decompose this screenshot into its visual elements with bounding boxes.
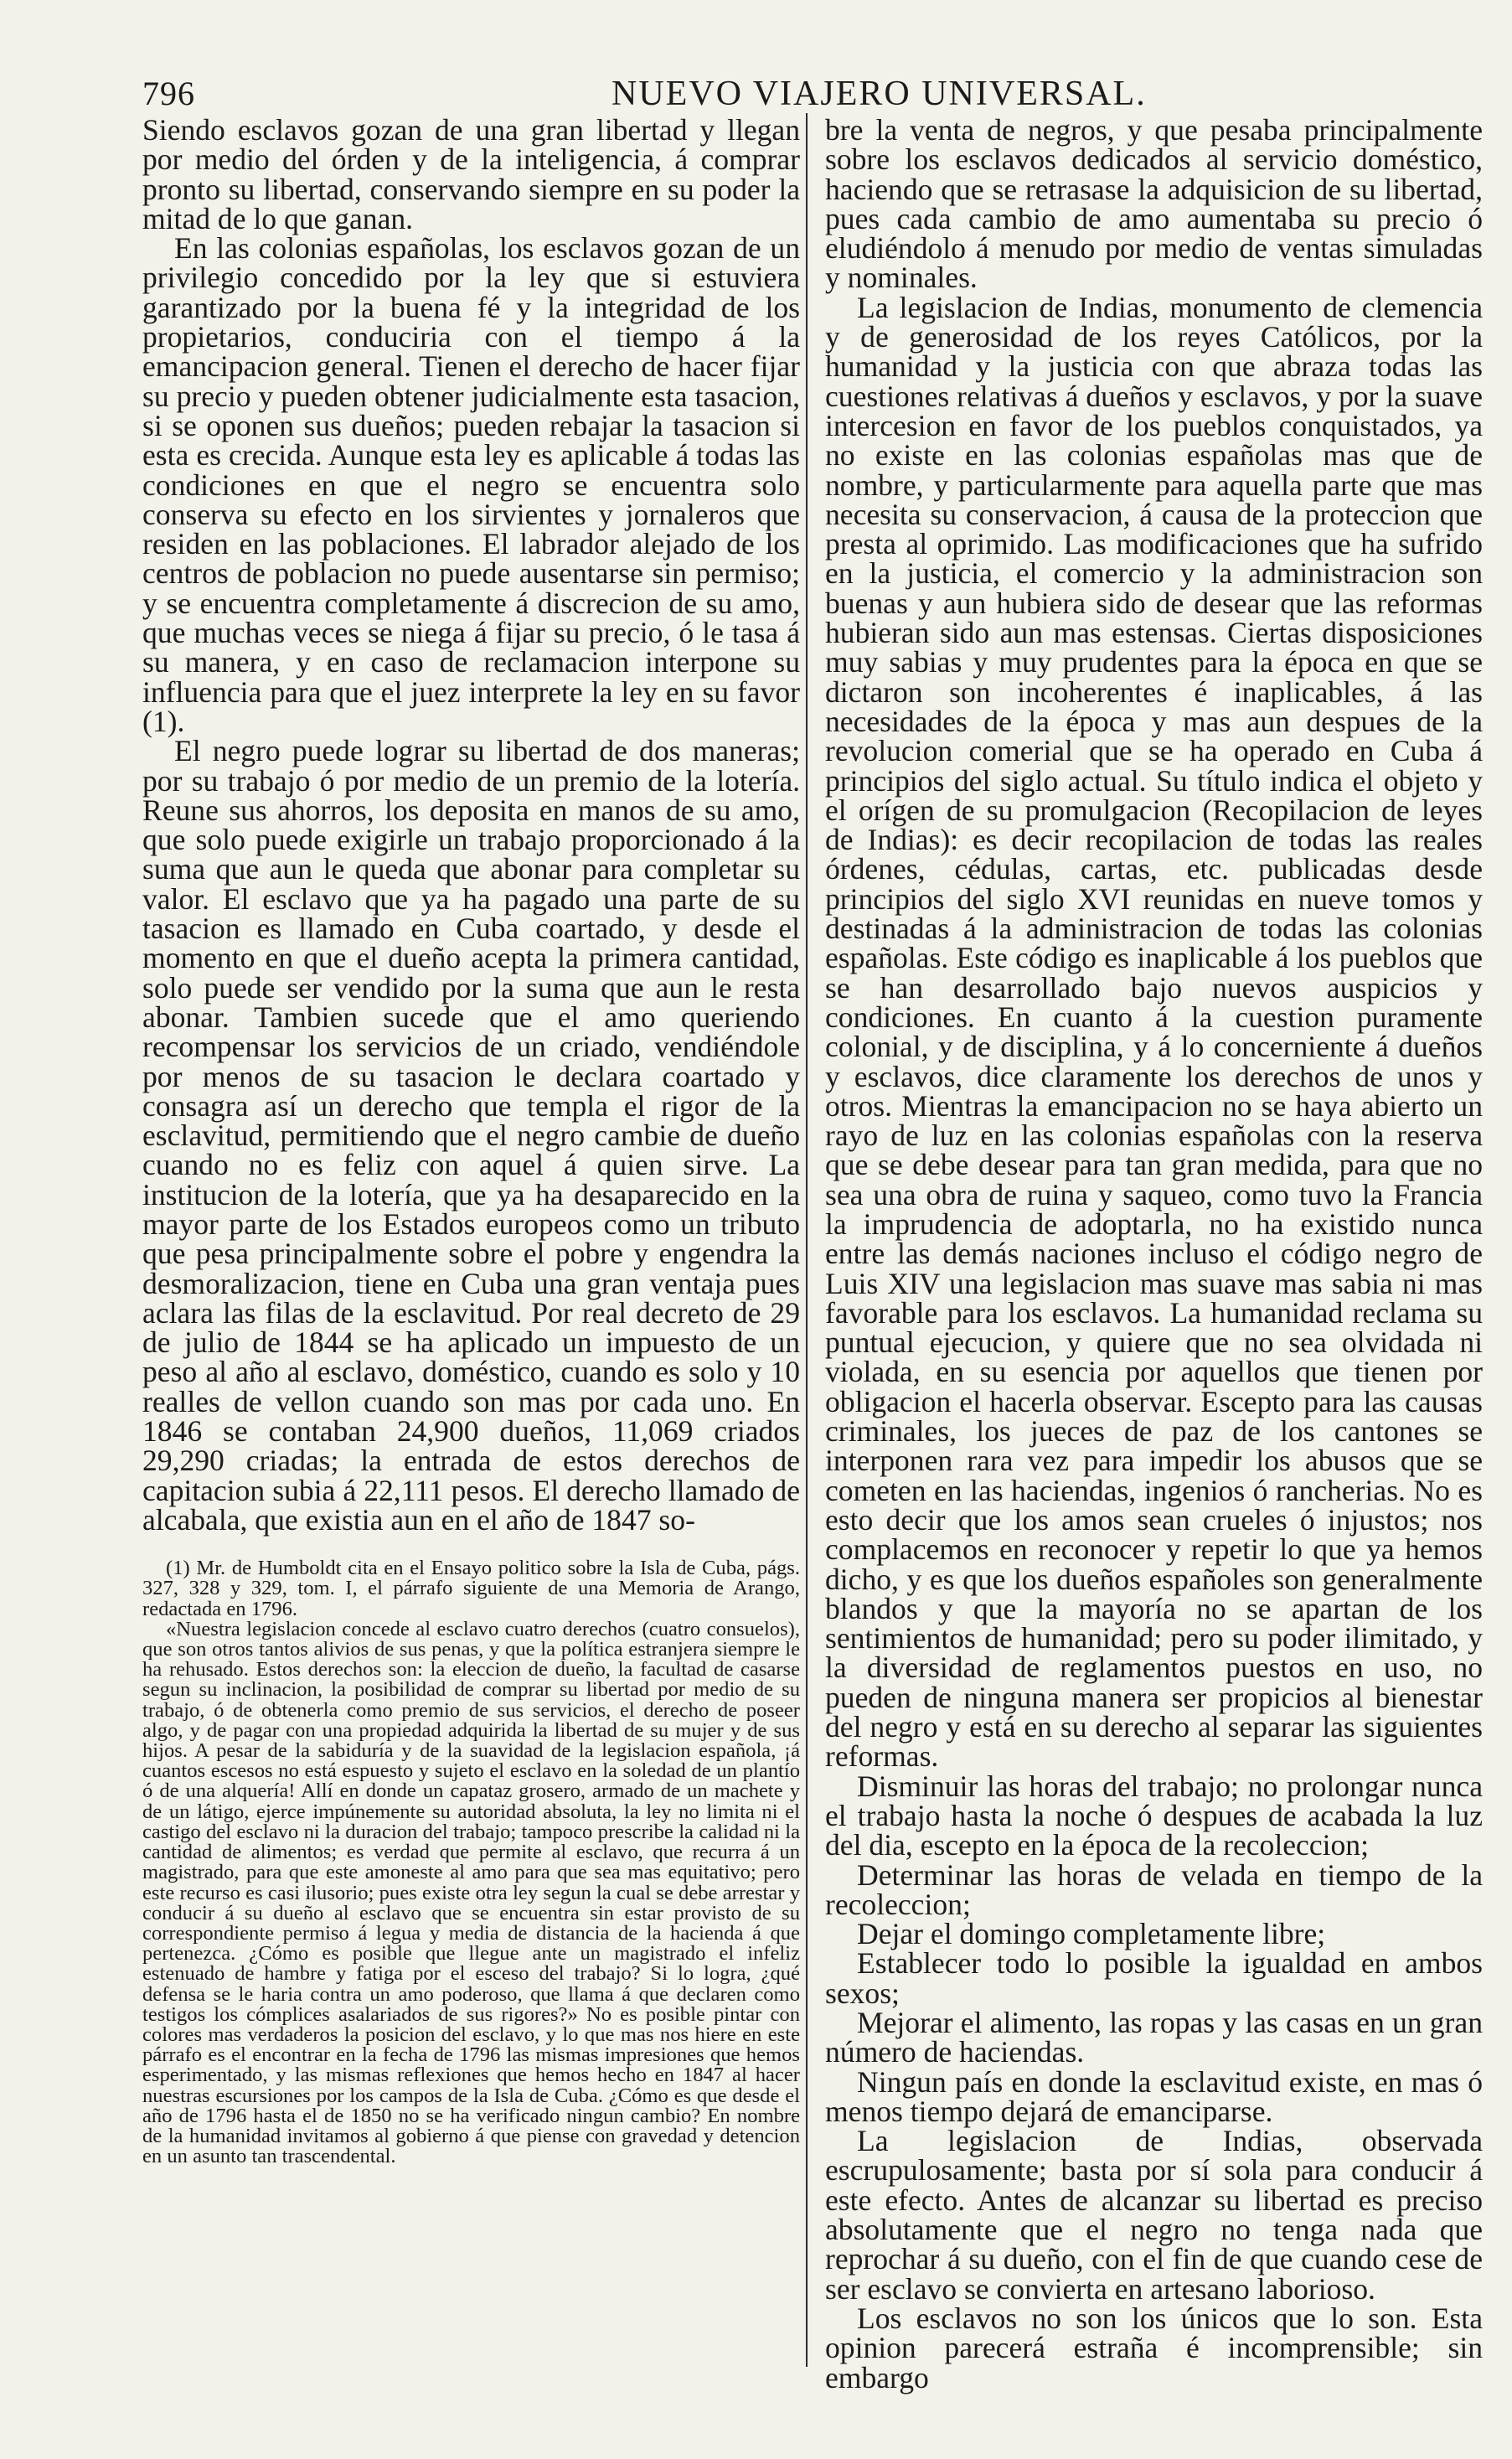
running-title: NUEVO VIAJERO UNIVERSAL. bbox=[612, 75, 1147, 113]
paragraph: Mejorar el alimento, las ropas y las casas en un gran número de haciendas. bbox=[825, 2006, 1483, 2069]
page-number: 796 bbox=[142, 75, 195, 112]
paragraph: La legislacion de Indias, observada escrupulosamente; basta por sí sola para conducir á este efecto. Antes de alcanzar su libertad es preciso absolutamente que el negro no tenga nada que reprochar á su dueño, con el fin de que cuando cese de ser esclavo se convierta en artesano laborioso. bbox=[825, 2124, 1483, 2306]
footnote: «Nuestra legislacion concede al esclavo cuatro derechos (cuatro consuelos), que son otros tantos alivios de sus penas, y que la política estranjera siempre le ha rehusado. Estos derechos son: la eleccion de dueño, la facultad de casarse segun su inclinacion, la posibilidad de comprar su libertad por medio de su trabajo, ó de obtenerla como premio de sus servicios, el derecho de poseer algo, y de pagar con una propiedad adquirida la libertad de su mujer y de sus hijos. A pesar de la sabiduría y de la suavidad de la legislacion española, ¡á cuantos escesos no está espuesto y sujeto el esclavo en la soledad de un plantío ó de una alquería! Allí en donde un capataz grosero, armado de un machete y de un látigo, ejerce impúnemente su autoridad absoluta, la ley no limita ni el castigo del esclavo ni la duracion del trabajo; tampoco prescribe la calidad ni la cantidad de alimentos; es verdad que permite al esclavo, que recurra á un magistrado, para que este amoneste al amo para que sea mas equitativo; pero este recurso es casi ilusorio; pues existe otra ley segun la cual se debe arrestar y conducir á su dueño al esclavo que se encuentra sin estar provisto de su correspondiente permiso á legua y media de distancia de la hacienda á que pertenezca. ¿Cómo es posible que llegue ante un magistrado el infeliz estenuado de hambre y fatiga por el esceso del trabajo? Si lo logra, ¿qué defensa se le haria contra un amo poderoso, que llama á que declaren como testigos los cómplices asalariados de sus rigores?» No es posible pintar con colores mas verdaderos la posicion del esclavo, y lo que mas nos hiere en este párrafo es el encontrar en la fecha de 1796 las mismas impresiones que hemos esperimentado, y las mismas reflexiones que hemos hecho en 1847 al hacer nuestras escursiones por los campos de la Isla de Cuba. ¿Cómo es que desde el año de 1796 hasta el de 1850 no se ha verificado ningun cambio? En nombre de la humanidad invitamos al gobierno á que piense con gravedad y detencion en un asunto tan trascendental. bbox=[142, 1617, 800, 2168]
paragraph: En las colonias españolas, los esclavos gozan de un privilegio concedido por la ley que si estuviera garantizado por la buena fé y la integridad de los propietarios, conduciria con el tiempo á la emancipacion general. Tienen el derecho de hacer fijar su precio y pueden obtener judicialmente esta tasacion, si se oponen sus dueños; pueden rebajar la tasacion si esta es crecida. Aunque esta ley es aplicable á todas las condiciones en que el negro se encuentra solo conserva su efecto en los sirvientes y jornaleros que residen en las poblaciones. El labrador alejado de los centros de poblacion no puede ausentarse sin permiso; y se encuentra completamente á discrecion de su amo, que muchas veces se niega á fijar su precio, ó le tasa á su manera, y en caso de reclamacion interpone su influencia para que el juez interprete la ley en su favor (1). bbox=[142, 231, 800, 738]
paragraph: La legislacion de Indias, monumento de clemencia y de generosidad de los reyes Católicos, por la humanidad y la justicia con que abraza todas las cuestiones relativas á dueños y esclavos, y por la suave intercesion en favor de los pueblos conquistados, ya no existe en las colonias españolas mas que de nombre, y particularmente para aquella parte que mas necesita su conservacion, á causa de la proteccion que presta al oprimido. Las modificaciones que ha sufrido en la justicia, el comercio y la administracion son buenas y aun hubiera sido de desear que las reformas hubieran sido aun mas estensas. Ciertas disposiciones muy sabias y muy prudentes para la época en que se dictaron son incoherentes é inaplicables, á las necesidades de la época y mas aun despues de la revolucion comerial que se ha operado en Cuba á principios del siglo actual. Su título indica el objeto y el orígen de su promulgacion (Recopilacion de leyes de Indias): es decir recopilacion de todas las reales órdenes, cédulas, cartas, etc. publicadas desde principios del siglo XVI reunidas en nueve tomos y destinadas á la administracion de todas las colonias españolas. Este código es inaplicable á los pueblos que se han desarrollado bajo nuevos auspicios y condiciones. En cuanto á la cuestion puramente colonial, y de disciplina, y á lo concerniente á dueños y esclavos, dice claramente los derechos de unos y otros. Mientras la emancipacion no se haya abierto un rayo de luz en las colonias españolas con la reserva que se debe desear para tan gran medida, para que no sea una obra de ruina y saqueo, como tuvo la Francia la imprudencia de adoptarla, no ha existido nunca entre las demás naciones incluso el código negro de Luis XIV una legislacion mas suave mas sabia ni mas favorable para los esclavos. La humanidad reclama su puntual ejecucion, y quiere que no sea olvidada ni violada, en su esencia por aquellos que tienen por obligacion el hacerla observar. Escepto para las causas criminales, los jueces de paz de los cantones se interponen rara vez para impedir los abusos que se cometen en las haciendas, ingenios ó rancherias. No es esto decir que los amos sean crueles ó injustos; nos complacemos en reconocer y repetir lo que ya hemos dicho, y es que los dueños españoles son generalmente blandos y que la mayoría no se apartan de los sentimientos de humanidad; pero su poder ilimitado, y la diversidad de reglamentos puestos en uso, no pueden de ninguna manera ser propicios al bienestar del negro y está en su derecho al separar las siguientes reformas. bbox=[825, 290, 1483, 1774]
paragraph: Establecer todo lo posible la igualdad en ambos sexos; bbox=[825, 1946, 1483, 2010]
left-column bbox=[142, 113, 800, 2168]
paragraph: Determinar las horas de velada en tiempo de la recoleccion; bbox=[825, 1857, 1483, 1921]
paragraph: Ningun país en donde la esclavitud existe, en mas ó menos tiempo dejará de emanciparse. bbox=[825, 2064, 1483, 2128]
paragraph: El negro puede lograr su libertad de dos maneras; por su trabajo ó por medio de un premio de la lotería. Reune sus ahorros, los deposita en manos de su amo, que solo puede exigirle un trabajo proporcionado á la suma que aun le queda que abonar para completar su valor. El esclavo que ya ha pagado una parte de su tasacion es llamado en Cuba coartado, y desde el momento en que el dueño acepta la primera cantidad, solo puede ser vendido por la suma que aun le resta abonar. Tambien sucede que el amo queriendo recompensar los servicios de un criado, vendiéndole por menos de su tasacion le declara coartado y consagra así un derecho que templa el rigor de la esclavitud, permitiendo que el negro cambie de dueño cuando no es feliz con aquel á quien sirve. La institucion de la lotería, que ya ha desaparecido en la mayor parte de los Estados europeos como un tributo que pesa principalmente sobre el pobre y engendra la desmoralizacion, tiene en Cuba una gran ventaja pues aclara las filas de la esclavitud. Por real decreto de 29 de julio de 1844 se ha aplicado un impuesto de un peso al año al esclavo, doméstico, cuando es solo y 10 realles de vellon cuando son mas por cada uno. En 1846 se contaban 24,900 dueños, 11,069 criados 29,290 criadas; la entrada de estos derechos de capitacion subia á 22,111 pesos. El derecho llamado de alcabala, que existia aun en el año de 1847 so- bbox=[142, 734, 800, 1537]
column-divider bbox=[806, 113, 808, 2367]
footnote: (1) Mr. de Humboldt cita en el Ensayo politico sobre la Isla de Cuba, págs. 327, 328 y 329, tom. I, el párrafo siguiente de una Memoria de Arango, redactada en 1796. bbox=[142, 1557, 800, 1620]
paragraph: bre la venta de negros, y que pesaba principalmente sobre los esclavos dedicados al servicio doméstico, haciendo que se retrasase la adquisicion de su libertad, pues cada cambio de amo aumentaba su precio ó eludiéndolo á menudo por medio de ventas simuladas y nominales. bbox=[825, 113, 1483, 295]
paragraph: Dejar el domingo completamente libre; bbox=[857, 1917, 1326, 1951]
paragraph: Los esclavos no son los únicos que lo son. Esta opinion parecerá estraña é incomprensible; sin embargo bbox=[825, 2301, 1483, 2394]
paragraph: Disminuir las horas del trabajo; no prolongar nunca el trabajo hasta la noche ó despues de acabada la luz del dia, escepto en la época de la recoleccion; bbox=[825, 1769, 1483, 1862]
right-column bbox=[825, 113, 1483, 2394]
paragraph: Siendo esclavos gozan de una gran libertad y llegan por medio del órden y de la inteligencia, á comprar pronto su libertad, conservando siempre en su poder la mitad de lo que ganan. bbox=[142, 113, 800, 235]
page-header bbox=[142, 67, 1449, 117]
